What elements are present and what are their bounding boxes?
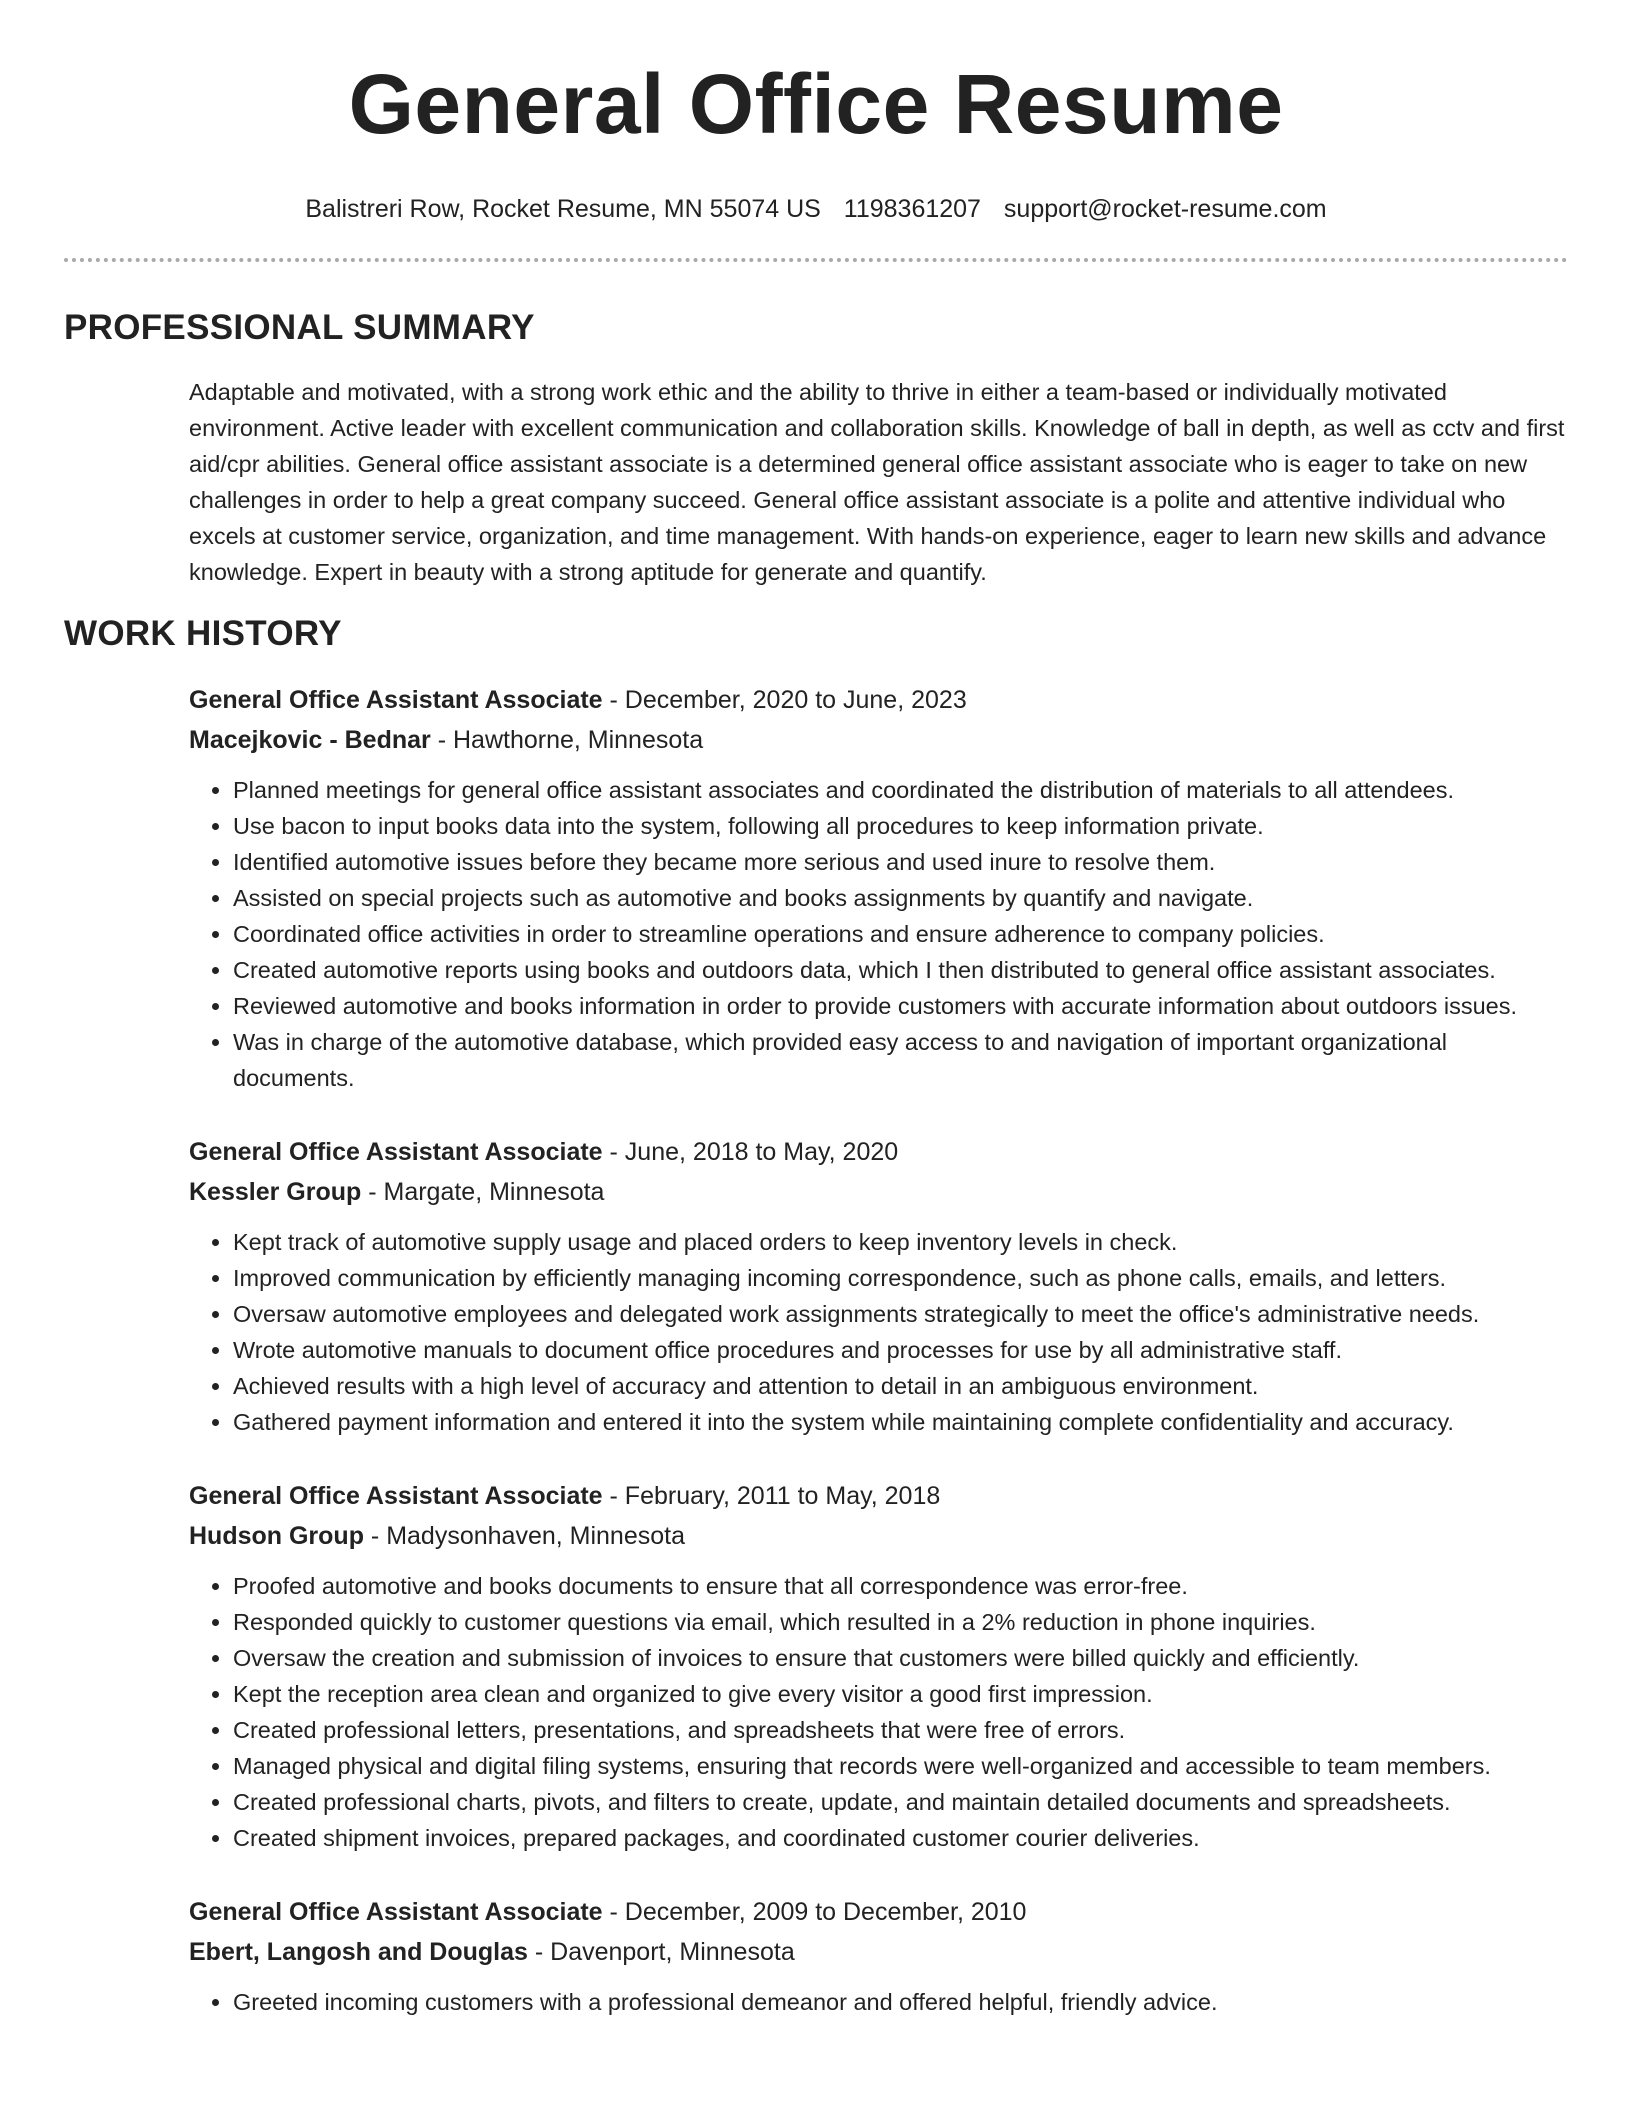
- job-title-line: [189, 680, 1568, 720]
- job-bullet: • Coordinated office activities in order to streamline operations and ensure adherence to company policies.: [233, 916, 1568, 952]
- job-company-line: [189, 1172, 1568, 1212]
- job-role: General Office Assistant Associate: [189, 1138, 603, 1166]
- job-bullet: • Created shipment invoices, prepared packages, and coordinated customer courier deliveries.: [233, 1820, 1568, 1856]
- job-role: General Office Assistant Associate: [189, 1482, 603, 1510]
- job-title-line: [189, 1892, 1568, 1932]
- job-bullet: • Responded quickly to customer questions via email, which resulted in a 2% reduction in phone inquiries.: [233, 1604, 1568, 1640]
- job-bullet: • Oversaw the creation and submission of invoices to ensure that customers were billed quickly and efficiently.: [233, 1640, 1568, 1676]
- job-entry: [189, 1476, 1568, 1856]
- job-bullets: [189, 772, 1568, 1096]
- job-location: - Margate, Minnesota: [361, 1178, 605, 1206]
- job-bullet: • Was in charge of the automotive database, which provided easy access to and navigation of important organizational documents.: [233, 1024, 1568, 1096]
- job-bullet: • Use bacon to input books data into the system, following all procedures to keep information private.: [233, 808, 1568, 844]
- job-company-line: [189, 720, 1568, 760]
- job-bullet: • Reviewed automotive and books information in order to provide customers with accurate information about outdoors issues.: [233, 988, 1568, 1024]
- job-bullet: • Kept track of automotive supply usage and placed orders to keep inventory levels in check.: [233, 1224, 1568, 1260]
- job-title-line: [189, 1132, 1568, 1172]
- contact-line: [0, 194, 1632, 224]
- job-dates: - June, 2018 to May, 2020: [602, 1138, 899, 1166]
- contact-email: support@rocket-resume.com: [1003, 195, 1327, 223]
- job-bullet: • Planned meetings for general office assistant associates and coordinated the distribution of materials to all attendees.: [233, 772, 1568, 808]
- job-bullet: • Managed physical and digital filing systems, ensuring that records were well-organized and accessible to team members.: [233, 1748, 1568, 1784]
- job-bullet: • Proofed automotive and books documents to ensure that all correspondence was error-free.: [233, 1568, 1568, 1604]
- job-bullet: • Kept the reception area clean and organized to give every visitor a good first impression.: [233, 1676, 1568, 1712]
- job-bullet: • Identified automotive issues before they became more serious and used inure to resolve them.: [233, 844, 1568, 880]
- header-divider: [64, 258, 1568, 262]
- work-history-list: [189, 680, 1568, 2020]
- job-entry: [189, 1892, 1568, 2020]
- job-company-line: [189, 1516, 1568, 1556]
- job-bullet: • Improved communication by efficiently managing incoming correspondence, such as phone calls, emails, and letters.: [233, 1260, 1568, 1296]
- job-bullet: • Achieved results with a high level of accuracy and attention to detail in an ambiguous environment.: [233, 1368, 1568, 1404]
- job-bullets: [189, 1224, 1568, 1440]
- job-bullet: • Oversaw automotive employees and delegated work assignments strategically to meet the office's administrative needs.: [233, 1296, 1568, 1332]
- job-dates: - December, 2020 to June, 2023: [602, 686, 967, 714]
- job-bullet: • Greeted incoming customers with a professional demeanor and offered helpful, friendly advice.: [233, 1984, 1568, 2020]
- job-bullet: • Wrote automotive manuals to document office procedures and processes for use by all administrative staff.: [233, 1332, 1568, 1368]
- summary-heading: PROFESSIONAL SUMMARY: [64, 308, 535, 347]
- job-bullets: [189, 1568, 1568, 1856]
- job-company: Macejkovic - Bednar: [189, 726, 431, 754]
- job-bullet: • Created automotive reports using books and outdoors data, which I then distributed to general office assistant associates.: [233, 952, 1568, 988]
- job-bullet: • Created professional charts, pivots, and filters to create, update, and maintain detailed documents and spreadsheets.: [233, 1784, 1568, 1820]
- job-bullet: • Created professional letters, presentations, and spreadsheets that were free of errors.: [233, 1712, 1568, 1748]
- job-title-line: [189, 1476, 1568, 1516]
- summary-text: Adaptable and motivated, with a strong work ethic and the ability to thrive in either a team-based or individually motivated environment. Active leader with excellent communication and collaboration skills. Knowledge of ball in depth, as well as cctv and first aid/cpr abilities. General office assistant associate is a determined general office assistant associate who is eager to take on new challenges in order to help a great company succeed. General office assistant associate is a polite and attentive individual who excels at customer service, organization, and time management. With hands-on experience, eager to learn new skills and advance knowledge. Expert in beauty with a strong aptitude for generate and quantify.: [189, 379, 1565, 585]
- job-bullet: • Assisted on special projects such as automotive and books assignments by quantify and navigate.: [233, 880, 1568, 916]
- contact-address: Balistreri Row, Rocket Resume, MN 55074 US: [305, 195, 821, 223]
- resume-header: [0, 0, 1632, 224]
- job-role: General Office Assistant Associate: [189, 1898, 603, 1926]
- job-bullet: • Gathered payment information and entered it into the system while maintaining complete confidentiality and accuracy.: [233, 1404, 1568, 1440]
- job-entry: [189, 680, 1568, 1096]
- work-history-heading: WORK HISTORY: [64, 614, 342, 653]
- job-location: - Davenport, Minnesota: [527, 1938, 795, 1966]
- job-dates: - December, 2009 to December, 2010: [602, 1898, 1027, 1926]
- job-location: - Madysonhaven, Minnesota: [363, 1522, 685, 1550]
- job-company: Hudson Group: [189, 1522, 364, 1550]
- job-location: - Hawthorne, Minnesota: [430, 726, 704, 754]
- contact-phone: 1198361207: [843, 195, 981, 223]
- job-bullets: [189, 1984, 1568, 2020]
- job-dates: - February, 2011 to May, 2018: [602, 1482, 941, 1510]
- job-entry: [189, 1132, 1568, 1440]
- job-company-line: [189, 1932, 1568, 1972]
- resume-name: General Office Resume: [348, 57, 1284, 151]
- job-company: Kessler Group: [189, 1178, 362, 1206]
- job-role: General Office Assistant Associate: [189, 686, 603, 714]
- job-company: Ebert, Langosh and Douglas: [189, 1938, 528, 1966]
